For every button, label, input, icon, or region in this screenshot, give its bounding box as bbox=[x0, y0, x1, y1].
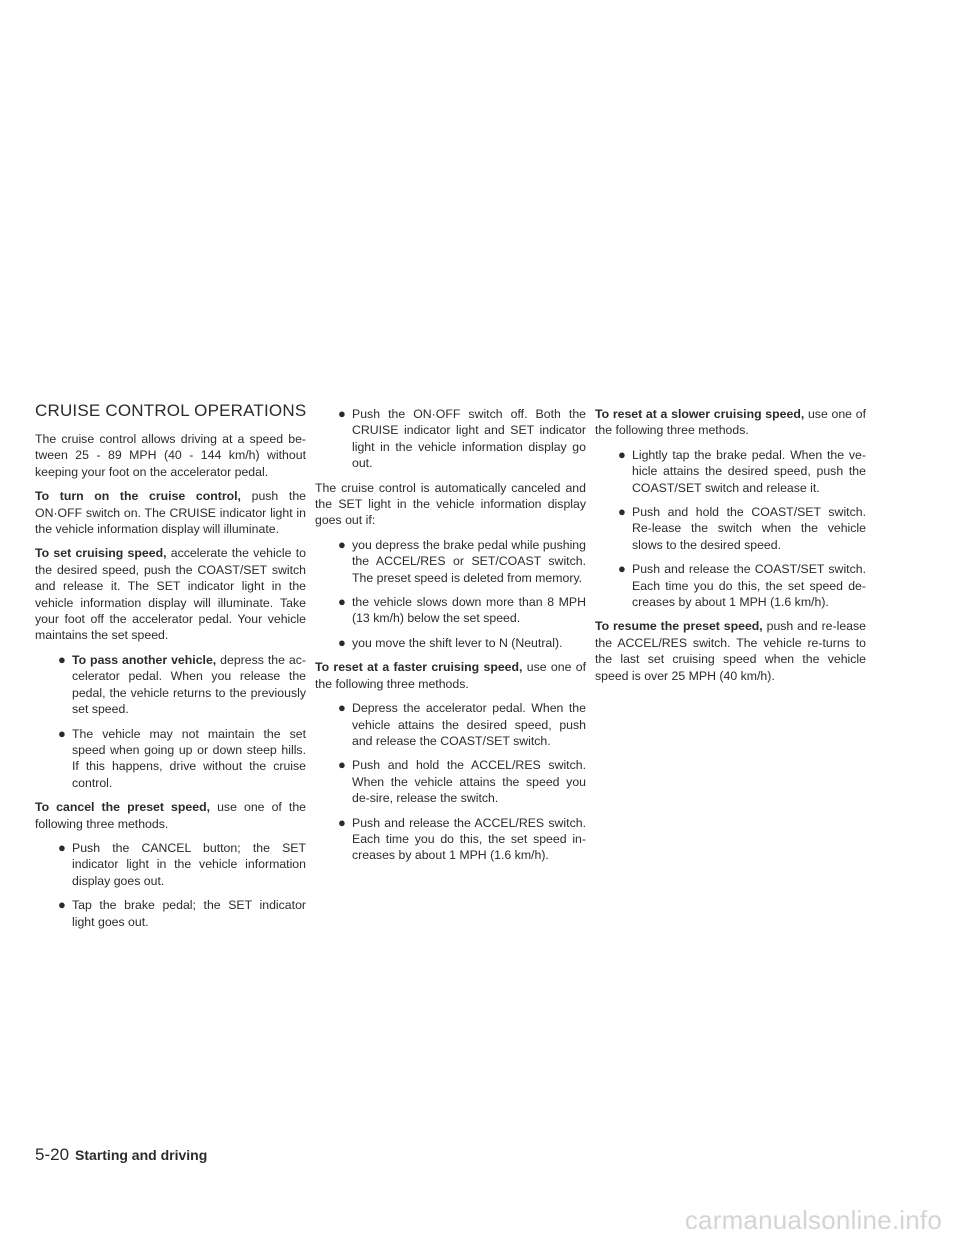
bullet-icon: ● bbox=[58, 897, 66, 913]
cancel-paragraph bbox=[35, 799, 306, 832]
list-item bbox=[35, 840, 306, 889]
list-item bbox=[35, 897, 306, 930]
list-item bbox=[315, 635, 586, 651]
section-title: Starting and driving bbox=[75, 1147, 208, 1163]
auto-cancel-3: you move the shift lever to N (Neutral). bbox=[352, 635, 563, 650]
set-speed-heading: To set cruising speed, bbox=[35, 546, 167, 561]
set-speed-text: accelerate the vehicle to the desired speed, push the COAST/SET switch and release it. The SET indicator light in the vehicle information display will illuminate. Take your foot off the accelerator pedal. Your vehicle maintains the set speed. bbox=[35, 546, 306, 643]
bullet-icon: ● bbox=[58, 651, 66, 667]
faster-method-3: Push and release the ACCEL/RES switch. Each time you do this, the set speed in-creases by about 1 MPH (1.6 km/h). bbox=[352, 815, 586, 863]
slower-text: use one of the following three methods. bbox=[595, 407, 866, 438]
set-speed-paragraph bbox=[35, 545, 306, 643]
auto-cancel-2: the vehicle slows down more than 8 MPH (13 km/h) below the set speed. bbox=[352, 595, 586, 626]
faster-paragraph bbox=[315, 659, 586, 692]
list-item bbox=[315, 757, 586, 806]
column-2 bbox=[315, 406, 586, 872]
faster-method-1: Depress the accelerator pedal. When the vehicle attains the desired speed, push and release the COAST/SET switch. bbox=[352, 701, 586, 748]
resume-paragraph bbox=[595, 618, 866, 684]
list-item bbox=[315, 406, 586, 472]
list-item bbox=[315, 815, 586, 864]
page-number: 5-20 bbox=[35, 1145, 70, 1164]
intro-paragraph: The cruise control allows driving at a speed be-tween 25 - 89 MPH (40 - 144 km/h) without keeping your foot on the accelerator pedal. bbox=[35, 432, 306, 479]
list-item bbox=[35, 726, 306, 792]
bullet-icon: ● bbox=[618, 446, 626, 462]
bullet-icon: ● bbox=[58, 839, 66, 855]
cancel-method-1: Push the CANCEL button; the SET indicator light in the vehicle information display goes out. bbox=[72, 840, 306, 888]
column-1 bbox=[35, 431, 306, 938]
bullet-icon: ● bbox=[338, 757, 346, 773]
column-3 bbox=[595, 406, 866, 692]
auto-cancel-1: you depress the brake pedal while pushing the ACCEL/RES or SET/COAST switch. The preset speed is deleted from memory. bbox=[352, 537, 586, 585]
faster-heading: To reset at a faster cruising speed, bbox=[315, 660, 523, 675]
list-item bbox=[315, 594, 586, 627]
bullet-icon: ● bbox=[618, 561, 626, 577]
list-item bbox=[595, 561, 866, 610]
list-item bbox=[35, 652, 306, 718]
bullet-icon: ● bbox=[338, 814, 346, 830]
list-item bbox=[595, 504, 866, 553]
turn-on-paragraph bbox=[35, 488, 306, 537]
resume-heading: To resume the preset speed, bbox=[595, 619, 763, 634]
page-footer bbox=[35, 1145, 207, 1165]
pass-vehicle-text: depress the ac-celerator pedal. When you release the pedal, the vehicle returns to the previously set speed. bbox=[72, 652, 306, 717]
bullet-icon: ● bbox=[338, 406, 346, 421]
turn-on-heading: To turn on the cruise control, bbox=[35, 489, 241, 504]
watermark: carmanualsonline.info bbox=[684, 1205, 942, 1235]
bullet-icon: ● bbox=[338, 700, 346, 716]
cancel-heading: To cancel the preset speed, bbox=[35, 800, 211, 815]
slower-method-2: Push and hold the COAST/SET switch. Re-lease the switch when the vehicle slows to the desired speed. bbox=[632, 505, 866, 552]
pass-vehicle-heading: To pass another vehicle, bbox=[72, 652, 217, 667]
faster-method-2: Push and hold the ACCEL/RES switch. When the vehicle attains the speed you de-sire, release the switch. bbox=[352, 758, 586, 806]
cancel-text: use one of the following three methods. bbox=[35, 800, 307, 831]
slower-method-3: Push and release the COAST/SET switch. Each time you do this, the set speed de-creases by about 1 MPH (1.6 km/h). bbox=[632, 562, 866, 610]
steep-hills-text: The vehicle may not maintain the set speed when going up or down steep hills. If this happens, drive without the cruise control. bbox=[72, 726, 306, 790]
bullet-icon: ● bbox=[338, 536, 346, 552]
slower-paragraph bbox=[595, 406, 866, 439]
list-item bbox=[315, 700, 586, 749]
turn-on-text: push the ON·OFF switch on. The CRUISE indicator light in the vehicle information display will illuminate. bbox=[35, 489, 306, 537]
cancel-method-2: Tap the brake pedal; the SET indicator light goes out. bbox=[72, 898, 306, 929]
bullet-icon: ● bbox=[58, 725, 66, 741]
slower-heading: To reset at a slower cruising speed, bbox=[595, 407, 805, 421]
bullet-icon: ● bbox=[618, 504, 626, 520]
cancel-method-3: Push the ON·OFF switch off. Both the CRUISE indicator light and SET indicator light in the vehicle information display go out. bbox=[352, 407, 586, 471]
slower-method-1: Lightly tap the brake pedal. When the ve-hicle attains the desired speed, push the COAST/SET switch and release it. bbox=[632, 447, 866, 495]
faster-text: use one of the following three methods. bbox=[315, 660, 586, 691]
list-item bbox=[595, 447, 866, 496]
auto-cancel-paragraph: The cruise control is automatically canceled and the SET light in the vehicle information display goes out if: bbox=[315, 480, 586, 528]
list-item bbox=[315, 537, 586, 586]
resume-text: push and re-lease the ACCEL/RES switch. The vehicle re-turns to the last set cruising speed when the vehicle speed is over 25 MPH (40 km/h). bbox=[595, 619, 866, 683]
bullet-icon: ● bbox=[338, 594, 346, 610]
section-heading: CRUISE CONTROL OPERATIONS bbox=[35, 401, 307, 420]
bullet-icon: ● bbox=[338, 634, 346, 650]
